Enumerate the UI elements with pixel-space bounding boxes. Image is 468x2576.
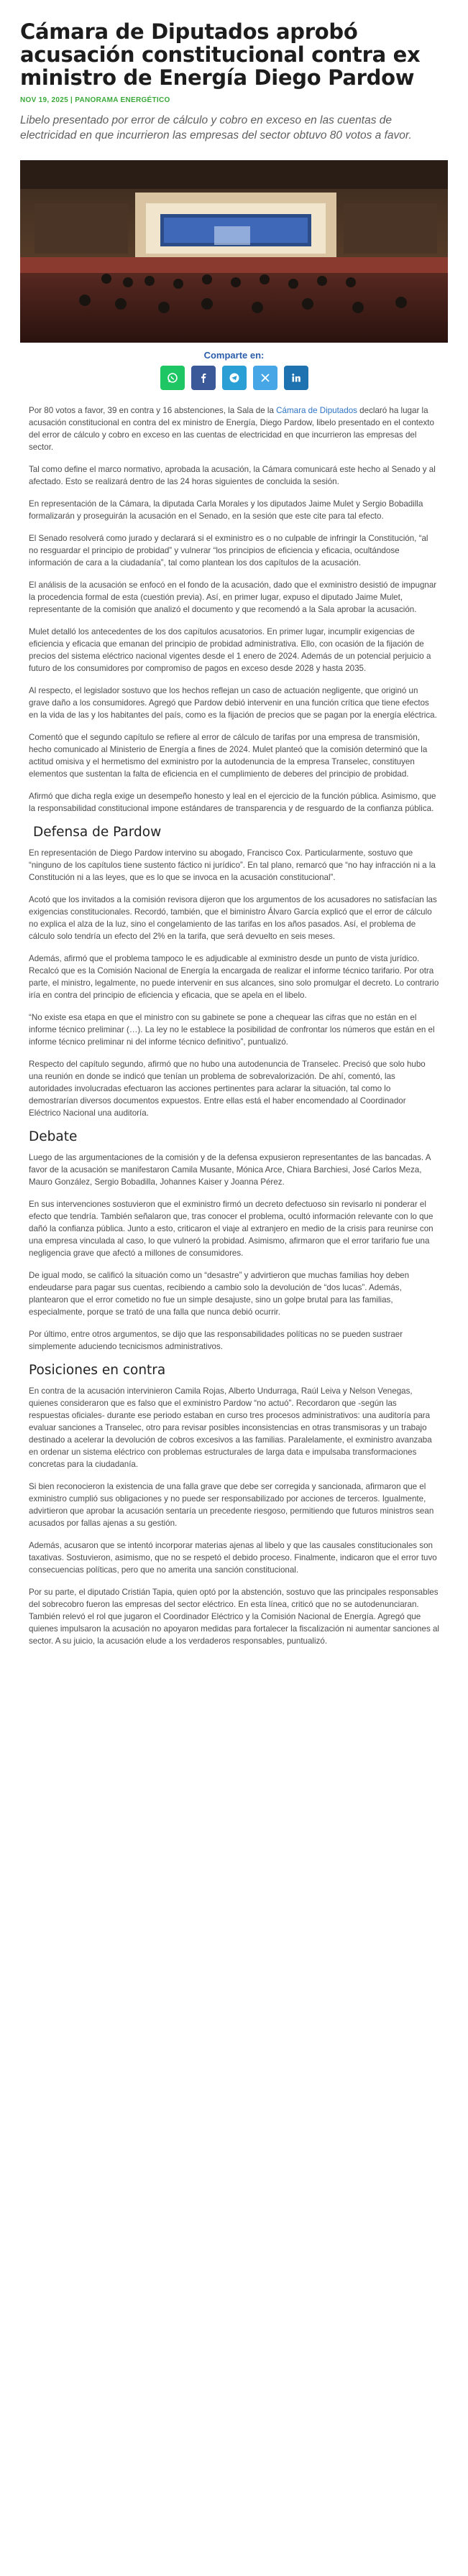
paragraph: Respecto del capítulo segundo, afirmó que no hubo una autodenuncia de Transelec. Precisó que solo hubo una reunión en donde se indicó que tenían un problema de sobrevalorización. De ahí, comentó, las autoridades involucradas efectuaron las acciones pertinentes para aclarar la situación, tal como lo demostrarían diversos documentos expuestos. Entre ellas está el haber encomendado al Coordinador Eléctrico Nacional una auditoría.	[29, 1060, 426, 1118]
paragraph: En contra de la acusación intervinieron Camila Rojas, Alberto Undurraga, Raúl Leiva y Nelson Venegas, quienes consideraron que es falso que el exministro Pardow “no actuó”. Recordaron que -según las respuestas oficiales- durante ese periodo estaban en curso tres procesos administrativos: una auditoría para evaluar sanciones a Transelec, otro para revisar posibles inconsistencias en otras transmisoras y un trabajo destinado a acelerar la devolución de cobros excesivos a las familias. Paralelamente, el exministro avanzaba en ordenar un sistema eléctrico con problemas estructurales de larga data e impulsaba transformaciones concretas para la ciudadanía.	[29, 1386, 432, 1469]
camara-link[interactable]: Cámara de Diputados	[276, 406, 357, 415]
x-icon	[260, 372, 271, 384]
paragraph: De igual modo, se calificó la situación como un “desastre” y advirtieron que muchas familias hoy deben endeudarse para pagar sus cuentas, recibiendo a cambio solo la devolución de “dos lucas”. Además, plantearon que el error cometido no fue un simple desajuste, sino un golpe brutal para las familias, especialmente, porque se trató de una falla que nunca debió ocurrir.	[29, 1271, 410, 1317]
paragraph: “No existe esa etapa en que el ministro con su gabinete se pone a chequear las cifras que no están en el informe técnico preliminar (…). La ley no le establece la posibilidad de confrontar los números que están en el informe técnico preliminar ni del informe técnico definitivo”, puntualizó.	[29, 1013, 435, 1047]
page-title: Cámara de Diputados aprobó acusación constitucional contra ex ministro de Energía Diego Pardow	[20, 19, 421, 90]
paragraph: Mulet detalló los antecedentes de los dos capítulos acusatorios. En primer lugar, incumplir exigencias de eficiencia y eficacia que emanan del principio de probidad administrativa. Ello, con ocasión de la fijación de precios del sistema eléctrico nacional vigentes desde el 1 enero de 2024. Además de un potencial perjuicio a futuro de los consumidores por compromiso de pagos en exceso desde 2028 y hasta 2035.	[29, 627, 431, 673]
whatsapp-share-button[interactable]	[160, 366, 185, 390]
paragraph: El análisis de la acusación se enfocó en el fondo de la acusación, dado que el exministro desistió de impugnar la procedencia formal de esta (cuestión previa). Así, en primer lugar, expuso el diputado Jaime Mulet, representante de la comisión que analizó el documento y que recomendó a la Sala aprobar la acusación.	[29, 580, 437, 614]
paragraph: Afirmó que dicha regla exige un desempeño honesto y leal en el ejercicio de la función pública. Asimismo, que la responsabilidad constitucional impone estándares de transparencia y de resguardo de la confianza pública.	[29, 792, 436, 813]
share-buttons	[20, 366, 448, 390]
paragraph: Luego de las argumentaciones de la comisión y de la defensa expusieron representantes de las bancadas. A favor de la acusación se manifestaron Camila Musante, Mónica Arce, Chiara Barchiesi, José Carlos Meza, Mauro González, Sergio Bobadilla, Johannes Kaiser y Joanna Pérez.	[29, 1153, 431, 1187]
paragraph: Además, acusaron que se intentó incorporar materias ajenas al libelo y que las causales constitucionales son taxativas. Sostuvieron, asimismo, que no se respetó el debido proceso. Finalmente, indicaron que el error tuvo consecuencias políticas, pero que no amerita una sanción constitucional.	[29, 1541, 437, 1575]
linkedin-icon	[290, 372, 302, 384]
telegram-share-button[interactable]	[222, 366, 247, 390]
paragraph: En representación de la Cámara, la diputada Carla Morales y los diputados Jaime Mulet y Sergio Bobadilla formalizarán y proseguirán la acusación en el Senado, en la sesión que este cite para tal efecto.	[29, 499, 423, 521]
article-meta: NOV 19, 2025 | PANORAMA ENERGÉTICO	[20, 96, 170, 104]
section-heading-debate: Debate	[29, 1129, 78, 1144]
facebook-icon	[198, 372, 209, 384]
linkedin-share-button[interactable]	[284, 366, 308, 390]
section-heading-defensa: Defensa de Pardow	[33, 825, 162, 840]
paragraph: El Senado resolverá como jurado y declarará si el exministro es o no culpable de infringir la Constitución, “al no resguardar el principio de probidad” y vulnerar “los principios de eficiencia y eficacia, ocultándose información de cara a la ciudadanía”, tal como plantean los dos capítulos de la acusación.	[29, 534, 428, 567]
paragraph: Comentó que el segundo capítulo se refiere al error de cálculo de tarifas por una empresa de transmisión, hecho comunicado al Ministerio de Energía a fines de 2024. Mulet planteó que la comisión determinó que la actitud omisiva y el hermetismo del exministro por la autodenuncia de la empresa Transelec, constituyen elementos que sustentan la falta de eficiencia en el cumplimiento de deberes del principio de probidad.	[29, 733, 428, 779]
article-body	[0, 404, 468, 1647]
paragraph: Por 80 votos a favor, 39 en contra y 16 abstenciones, la Sala de la Cámara de Diputados declaró ha lugar la acusación constitucional en contra del ex ministro de Energía, Diego Pardow, libelo presentado en el contexto del error de cálculo y cobro en exceso en las cuentas de electricidad en que incurrieron las empresas del sector.	[29, 406, 434, 452]
telegram-icon	[229, 372, 240, 384]
share-section	[20, 350, 448, 390]
paragraph: Además, afirmó que el problema tampoco le es adjudicable al exministro desde un punto de vista jurídico. Recalcó que es la Comisión Nacional de Energía la encargada de realizar el informe técnico tarifario. Por otra parte, el ministro, legalmente, no puede intervenir en sus alcances, sino solo promulgar el decreto. Lo contrario iría en contra del principio de eficiencia y eficacia, que se apela en el libelo.	[29, 954, 439, 1000]
paragraph: Acotó que los invitados a la comisión revisora dijeron que los argumentos de los acusadores no satisfacían las exigencias constitucionales. Recordó, también, que el biministro Álvaro García explicó que el error de cálculo no explica el alza de la luz, sino el congelamiento de las tarifas en los años pasados. Así, el problema de cálculo solo tendría un efecto del 2% en la tarifa, que será devuelto en seis meses.	[29, 895, 437, 941]
section-heading-contra: Posiciones en contra	[29, 1363, 166, 1378]
paragraph: En sus intervenciones sostuvieron que el exministro firmó un decreto defectuoso sin revisarlo ni ponderar el efecto que tendría. También señalaron que, tras conocer el problema, ocultó información relevante con lo que dañó la confianza pública. Junto a esto, criticaron el viaje al extranjero en medio de la crisis para reunirse con una empresa vinculada al caso, lo que vulneró la probidad. Asimismo, afirmaron que el error tarifario fue una negligencia grave que afectó a millones de consumidores.	[29, 1200, 433, 1258]
article-photo	[20, 160, 448, 343]
share-label: Comparte en:	[203, 350, 265, 361]
article-header	[0, 0, 468, 390]
paragraph: Tal como define el marco normativo, aprobada la acusación, la Cámara comunicará este hecho al Senado y al afectado. Esto se realizará dentro de las 24 horas siguientes de concluida la sesión.	[29, 465, 436, 486]
paragraph: Por último, entre otros argumentos, se dijo que las responsabilidades políticas no se pueden sustraer simplemente aduciendo tecnicismos administrativos.	[29, 1330, 403, 1351]
paragraph: Si bien reconocieron la existencia de una falla grave que debe ser corregida y sancionada, afirmaron que el exministro cumplió sus obligaciones y no puede ser responsabilizado por acciones de terceros. Igualmente, advirtieron que aprobar la acusación sentaría un precedente riesgoso, permitiendo que futuros ministros sean acusados por fallas ajenas a su gestión.	[29, 1482, 434, 1528]
whatsapp-icon	[167, 372, 178, 384]
paragraph: Al respecto, el legislador sostuvo que los hechos reflejan un caso de actuación negligente, que originó un grave daño a los consumidores. Agregó que Pardow debió intervenir en una función crítica que tiene efectos en la vida de las y los habitantes del país, como es la fijación de precios que se pagan por la energía eléctrica.	[29, 686, 437, 720]
article-lead: Libelo presentado por error de cálculo y cobro en exceso en las cuentas de electricidad en que incurrieron las empresas del sector obtuvo 80 votos a favor.	[20, 114, 412, 142]
paragraph: En representación de Diego Pardow intervino su abogado, Francisco Cox. Particularmente, sostuvo que “ninguno de los capítulos tiene sustento fáctico ni jurídico”. En tal plano, remarcó que “no hay infracción ni a la Constitución ni a las leyes, que es lo que se invoca en la acusación constitucional”.	[29, 848, 436, 882]
facebook-share-button[interactable]	[191, 366, 216, 390]
x-share-button[interactable]	[253, 366, 277, 390]
paragraph: Por su parte, el diputado Cristián Tapia, quien optó por la abstención, sostuvo que las principales responsables del sobrecobro fueron las empresas del sector eléctrico. En esta línea, criticó que no se autodenunciaran. También relevó el rol que jugaron el Coordinador Eléctrico y la Comisión Nacional de Energía. Agregó que quienes impulsaron la acusación no apoyaron medidas para fortalecer la fiscalización ni aumentar sanciones al sector. A su juicio, la acusación elude a los verdaderos responsables, puntualizó.	[29, 1588, 439, 1646]
